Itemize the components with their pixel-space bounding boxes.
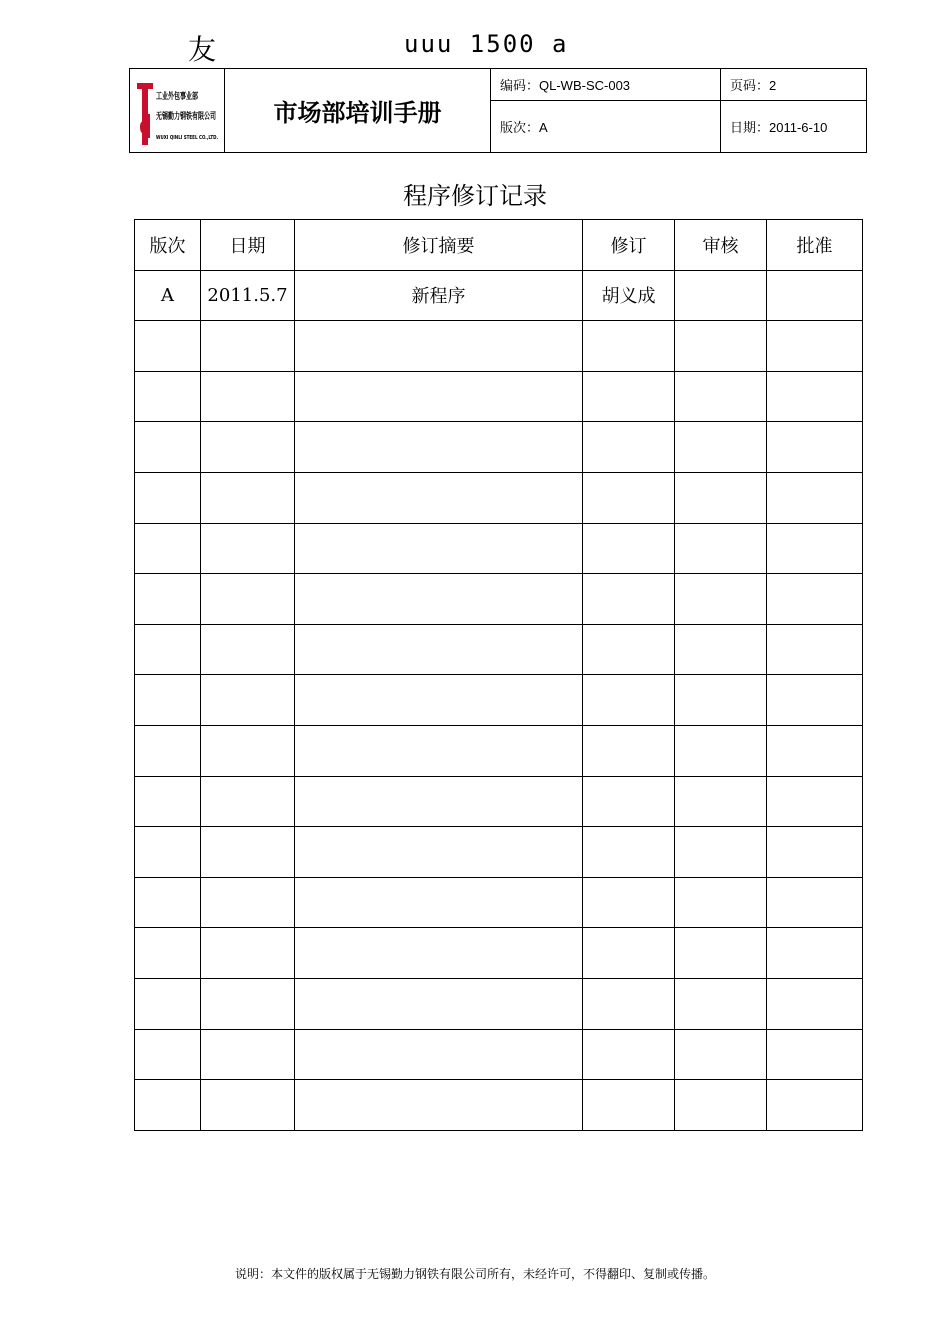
revision-table-body bbox=[135, 270, 863, 1130]
cell-reviewed-by bbox=[675, 270, 767, 321]
table-row bbox=[135, 776, 863, 827]
cell-reviewed-by bbox=[675, 827, 767, 878]
table-row bbox=[135, 928, 863, 979]
cell-reviewed-by bbox=[675, 877, 767, 928]
cell-reviewed-by bbox=[675, 1080, 767, 1131]
top-annotation-code: uuu 1500 a bbox=[404, 30, 569, 58]
cell-approved-by bbox=[767, 1080, 863, 1131]
cell-summary: 新程序 bbox=[295, 270, 583, 321]
cell-approved-by bbox=[767, 675, 863, 726]
cell-reviewed-by bbox=[675, 1029, 767, 1080]
cell-summary bbox=[295, 1029, 583, 1080]
table-row bbox=[135, 725, 863, 776]
cell-date bbox=[201, 725, 295, 776]
cell-version bbox=[135, 827, 201, 878]
cell-version bbox=[135, 422, 201, 473]
cell-approved-by bbox=[767, 574, 863, 625]
cell-date bbox=[201, 978, 295, 1029]
cell-summary bbox=[295, 675, 583, 726]
cell-revised-by bbox=[583, 928, 675, 979]
cell-date bbox=[201, 1029, 295, 1080]
cell-date bbox=[201, 1080, 295, 1131]
page-cell bbox=[721, 69, 867, 101]
table-row bbox=[135, 675, 863, 726]
code-cell bbox=[491, 69, 721, 101]
table-row bbox=[135, 877, 863, 928]
table-row bbox=[135, 978, 863, 1029]
cell-summary bbox=[295, 877, 583, 928]
cell-version bbox=[135, 321, 201, 372]
cell-version bbox=[135, 928, 201, 979]
page-title: 程序修订记录 bbox=[403, 182, 547, 210]
table-row bbox=[135, 472, 863, 523]
cell-approved-by bbox=[767, 371, 863, 422]
cell-version bbox=[135, 725, 201, 776]
cell-revised-by bbox=[583, 1080, 675, 1131]
cell-revised-by bbox=[583, 877, 675, 928]
top-annotation-char: 友 bbox=[188, 33, 217, 66]
cell-reviewed-by bbox=[675, 624, 767, 675]
cell-version bbox=[135, 877, 201, 928]
logo-line3: WUXI QINLI STEEL CO.,LTD. bbox=[156, 135, 219, 141]
date-cell bbox=[721, 101, 867, 153]
cell-version: A bbox=[135, 270, 201, 321]
cell-version bbox=[135, 624, 201, 675]
column-header-summary: 修订摘要 bbox=[295, 220, 583, 271]
cell-summary bbox=[295, 371, 583, 422]
cell-revised-by bbox=[583, 472, 675, 523]
table-row bbox=[135, 1029, 863, 1080]
table-row bbox=[135, 523, 863, 574]
cell-version bbox=[135, 1029, 201, 1080]
cell-date bbox=[201, 776, 295, 827]
version-value: A bbox=[539, 120, 548, 135]
cell-approved-by bbox=[767, 725, 863, 776]
column-header-reviewed-by: 审核 bbox=[675, 220, 767, 271]
cell-reviewed-by bbox=[675, 725, 767, 776]
company-logo-cell bbox=[130, 69, 247, 153]
table-row bbox=[135, 827, 863, 878]
cell-reviewed-by bbox=[675, 371, 767, 422]
cell-date bbox=[201, 472, 295, 523]
page-label: 页码： bbox=[730, 79, 770, 94]
cell-date bbox=[201, 827, 295, 878]
cell-approved-by bbox=[767, 827, 863, 878]
cell-approved-by bbox=[767, 321, 863, 372]
cell-date: 2011.5.7 bbox=[201, 270, 295, 321]
cell-revised-by bbox=[583, 675, 675, 726]
table-header-row bbox=[135, 220, 863, 271]
column-header-date: 日期 bbox=[201, 220, 295, 271]
cell-approved-by bbox=[767, 270, 863, 321]
cell-summary bbox=[295, 725, 583, 776]
cell-reviewed-by bbox=[675, 472, 767, 523]
copyright-notice: 说明：本文件的版权属于无锡勤力钢铁有限公司所有，未经许可，不得翻印、复制或传播。 bbox=[234, 1267, 715, 1281]
version-cell bbox=[491, 101, 721, 153]
revision-record-table bbox=[134, 219, 863, 1131]
cell-revised-by: 胡义成 bbox=[583, 270, 675, 321]
cell-version bbox=[135, 574, 201, 625]
date-value: 2011-6-10 bbox=[769, 120, 828, 135]
cell-summary bbox=[295, 422, 583, 473]
cell-summary bbox=[295, 321, 583, 372]
column-header-approved-by: 批准 bbox=[767, 220, 863, 271]
table-row bbox=[135, 574, 863, 625]
cell-date bbox=[201, 321, 295, 372]
cell-approved-by bbox=[767, 978, 863, 1029]
cell-reviewed-by bbox=[675, 675, 767, 726]
cell-date bbox=[201, 574, 295, 625]
logo-line2: 无锡勤力钢铁有限公司 bbox=[156, 112, 247, 122]
cell-summary bbox=[295, 978, 583, 1029]
cell-reviewed-by bbox=[675, 574, 767, 625]
cell-date bbox=[201, 624, 295, 675]
document-header-table bbox=[129, 68, 867, 153]
version-label: 版次： bbox=[500, 121, 540, 136]
cell-reviewed-by bbox=[675, 776, 767, 827]
cell-reviewed-by bbox=[675, 422, 767, 473]
cell-approved-by bbox=[767, 776, 863, 827]
logo-line1: 工业外包事业部 bbox=[156, 92, 220, 102]
cell-revised-by bbox=[583, 574, 675, 625]
table-row bbox=[135, 422, 863, 473]
cell-revised-by bbox=[583, 624, 675, 675]
cell-approved-by bbox=[767, 472, 863, 523]
page-value: 2 bbox=[769, 78, 777, 93]
cell-revised-by bbox=[583, 725, 675, 776]
column-header-revised-by: 修订 bbox=[583, 220, 675, 271]
top-annotation bbox=[0, 28, 950, 66]
cell-revised-by bbox=[583, 776, 675, 827]
cell-date bbox=[201, 371, 295, 422]
cell-version bbox=[135, 978, 201, 1029]
company-logo-mark bbox=[130, 69, 247, 152]
cell-approved-by bbox=[767, 523, 863, 574]
cell-reviewed-by bbox=[675, 978, 767, 1029]
cell-approved-by bbox=[767, 928, 863, 979]
cell-version bbox=[135, 1080, 201, 1131]
cell-approved-by bbox=[767, 624, 863, 675]
code-label: 编码： bbox=[500, 79, 540, 94]
manual-title: 市场部培训手册 bbox=[225, 69, 491, 153]
cell-version bbox=[135, 523, 201, 574]
cell-reviewed-by bbox=[675, 321, 767, 372]
company-logo bbox=[130, 69, 247, 152]
cell-summary bbox=[295, 827, 583, 878]
cell-revised-by bbox=[583, 827, 675, 878]
table-row bbox=[135, 624, 863, 675]
cell-approved-by bbox=[767, 1029, 863, 1080]
table-row bbox=[135, 270, 863, 321]
cell-summary bbox=[295, 523, 583, 574]
cell-version bbox=[135, 675, 201, 726]
cell-revised-by bbox=[583, 422, 675, 473]
cell-date bbox=[201, 877, 295, 928]
cell-reviewed-by bbox=[675, 928, 767, 979]
table-row bbox=[135, 321, 863, 372]
table-row bbox=[135, 371, 863, 422]
cell-summary bbox=[295, 776, 583, 827]
cell-summary bbox=[295, 624, 583, 675]
cell-revised-by bbox=[583, 523, 675, 574]
cell-approved-by bbox=[767, 422, 863, 473]
cell-approved-by bbox=[767, 877, 863, 928]
cell-version bbox=[135, 776, 201, 827]
cell-version bbox=[135, 371, 201, 422]
cell-date bbox=[201, 523, 295, 574]
cell-summary bbox=[295, 1080, 583, 1131]
cell-reviewed-by bbox=[675, 523, 767, 574]
cell-version bbox=[135, 472, 201, 523]
cell-revised-by bbox=[583, 978, 675, 1029]
cell-date bbox=[201, 675, 295, 726]
cell-revised-by bbox=[583, 321, 675, 372]
code-value: QL-WB-SC-003 bbox=[539, 78, 631, 93]
column-header-version: 版次 bbox=[135, 220, 201, 271]
table-row bbox=[135, 1080, 863, 1131]
cell-summary bbox=[295, 928, 583, 979]
cell-summary bbox=[295, 472, 583, 523]
cell-summary bbox=[295, 574, 583, 625]
cell-date bbox=[201, 422, 295, 473]
cell-revised-by bbox=[583, 371, 675, 422]
cell-revised-by bbox=[583, 1029, 675, 1080]
cell-date bbox=[201, 928, 295, 979]
date-label: 日期： bbox=[730, 121, 770, 136]
